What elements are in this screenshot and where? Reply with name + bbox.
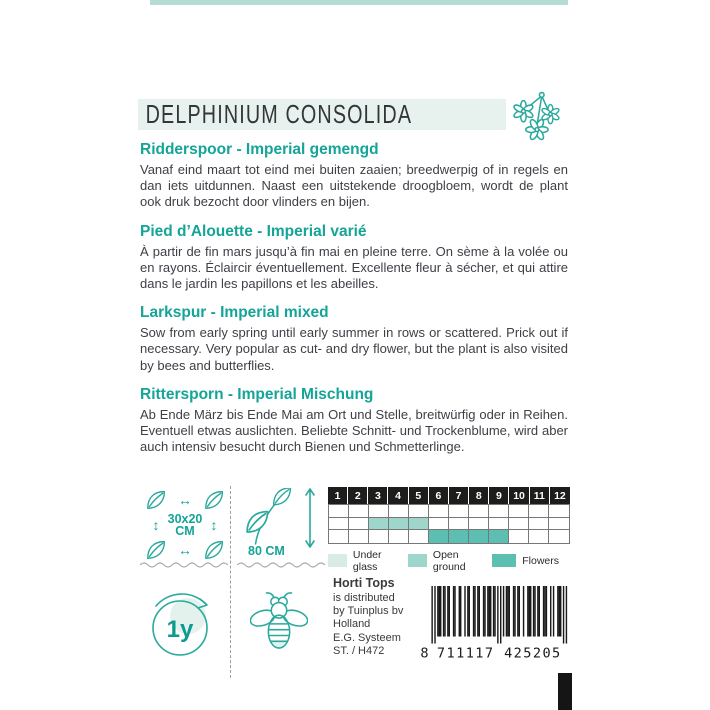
section-body-dutch: Vanaf eind maart tot eind mei buiten zaaien; breedwerpig of in regels en dan iets uitdunnen. Naast een uitstekende droogbloem, wordt de plant ook druk bezocht door vlinders en bijen. bbox=[140, 162, 568, 210]
calendar-cell bbox=[449, 505, 469, 518]
leaf-icon bbox=[204, 489, 225, 510]
calendar-month-cell: 2 bbox=[348, 487, 368, 504]
calendar-month-cell: 6 bbox=[429, 487, 449, 504]
calendar-cell bbox=[409, 530, 429, 543]
distributor-line: by Tuinplus bv bbox=[333, 605, 404, 618]
section-french bbox=[140, 222, 568, 293]
calendar-month-cell: 8 bbox=[469, 487, 489, 504]
calendar-cell bbox=[529, 518, 549, 531]
calendar-cell bbox=[509, 530, 529, 543]
legend-swatch bbox=[408, 554, 427, 567]
horizontal-arrow-icon: ↔ bbox=[178, 541, 192, 558]
calendar-legend bbox=[328, 549, 570, 573]
plant-spacing-pictogram bbox=[142, 487, 230, 563]
calendar-cell bbox=[509, 518, 529, 531]
calendar-month-cell: 9 bbox=[489, 487, 509, 504]
legend-label: Under glass bbox=[352, 548, 382, 573]
calendar-cell bbox=[429, 518, 449, 531]
species-title-band bbox=[138, 99, 506, 130]
section-dutch bbox=[140, 140, 568, 211]
section-heading-english: Larkspur - Imperial mixed bbox=[140, 304, 329, 322]
calendar-cell bbox=[389, 505, 409, 518]
distributor-line: E.G. Systeem bbox=[333, 631, 401, 644]
wavy-divider bbox=[237, 561, 326, 569]
barcode bbox=[420, 586, 570, 671]
section-english bbox=[140, 303, 568, 374]
barcode-digits-left: 711117 bbox=[436, 646, 495, 662]
pictogram-divider bbox=[230, 486, 231, 678]
lifecycle-label: 1y bbox=[166, 616, 194, 643]
calendar-cell bbox=[469, 505, 489, 518]
calendar-cell bbox=[529, 505, 549, 518]
calendar-month-cell: 3 bbox=[368, 487, 388, 504]
legend-label: Flowers bbox=[522, 554, 559, 567]
calendar-cell bbox=[449, 530, 469, 543]
calendar-month-cell: 10 bbox=[509, 487, 529, 504]
calendar-month-cell: 1 bbox=[328, 487, 348, 504]
calendar-cell bbox=[349, 530, 369, 543]
legend-swatch bbox=[492, 554, 516, 567]
calendar-cell bbox=[329, 530, 349, 543]
description-sections bbox=[140, 140, 568, 466]
section-heading-dutch: Ridderspoor - Imperial gemengd bbox=[140, 141, 379, 158]
calendar-cell bbox=[369, 518, 389, 531]
distributor-line: ST. / H472 bbox=[333, 644, 385, 657]
vertical-arrow-icon: ↕ bbox=[210, 516, 218, 533]
plant-height-pictogram bbox=[240, 486, 326, 566]
plant-icon bbox=[244, 488, 294, 546]
calendar-cell bbox=[409, 505, 429, 518]
section-body-french: À partir de fin mars jusqu’à fin mai en pleine terre. On sème à la volée ou en rayons. Éclaircir éventuellement. Excellente fleur à sécher, et qui attire dans le jardin les papillons et les abeilles. bbox=[140, 243, 568, 292]
calendar-month-cell: 7 bbox=[449, 487, 469, 504]
distributor-info bbox=[333, 576, 403, 658]
legend-item bbox=[408, 549, 481, 573]
calendar-cell bbox=[549, 530, 569, 543]
height-arrow-icon bbox=[304, 486, 316, 550]
larkspur-flower-icon bbox=[503, 91, 567, 145]
calendar-cell bbox=[349, 505, 369, 518]
calendar-cell bbox=[369, 505, 389, 518]
legend-swatch bbox=[328, 554, 347, 567]
top-edge-strip bbox=[150, 0, 568, 5]
calendar-cell bbox=[389, 530, 409, 543]
calendar-month-cell: 4 bbox=[388, 487, 408, 504]
calendar-cell bbox=[509, 505, 529, 518]
calendar-cell bbox=[469, 518, 489, 531]
calendar-cell bbox=[549, 518, 569, 531]
calendar-cell bbox=[549, 505, 569, 518]
calendar-cell bbox=[489, 518, 509, 531]
calendar-month-cell: 5 bbox=[409, 487, 429, 504]
section-body-english: Sow from early spring until early summer in rows or scattered. Prick out if necessary. Very popular as cut- and dry flower, but the plant is also visited by bees and butterflies. bbox=[140, 325, 568, 373]
sowing-calendar bbox=[328, 487, 570, 573]
calendar-cell bbox=[389, 518, 409, 531]
calendar-cell bbox=[429, 530, 449, 543]
distributor-line: is distributed bbox=[333, 592, 395, 604]
calendar-row-flowers bbox=[329, 530, 569, 543]
leaf-icon bbox=[204, 539, 225, 560]
calendar-row-open-ground bbox=[329, 518, 569, 531]
calendar-cell bbox=[349, 518, 369, 531]
spacing-label: 30x20 CM bbox=[167, 511, 203, 538]
calendar-row-under-glass bbox=[329, 505, 569, 518]
barcode-digit-lead: 8 bbox=[420, 646, 430, 662]
barcode-digits-right: 425205 bbox=[504, 646, 562, 662]
leaf-icon bbox=[146, 539, 167, 560]
distributor-name: Horti Tops bbox=[333, 576, 395, 590]
legend-label: Open ground bbox=[432, 548, 466, 573]
calendar-cell bbox=[429, 505, 449, 518]
section-body-german: Ab Ende März bis Ende Mai am Ort und Stelle, breitwürfig oder in Reihen. Eventuell etwas auslichten. Beliebte Schnitt- und Trockenblume, wird aber auch intensiv besucht durch Bienen und Schmetterlinge. bbox=[140, 406, 568, 455]
calendar-cell bbox=[329, 505, 349, 518]
horizontal-arrow-icon: ↔ bbox=[178, 491, 192, 508]
calendar-cell bbox=[469, 530, 489, 543]
section-heading-german: Rittersporn - Imperial Mischung bbox=[140, 385, 374, 403]
section-german bbox=[140, 385, 568, 456]
wavy-divider bbox=[140, 561, 228, 569]
height-label: 80 CM bbox=[248, 544, 285, 558]
print-registration-mark bbox=[558, 673, 572, 710]
legend-item bbox=[492, 554, 559, 567]
vertical-arrow-icon: ↕ bbox=[152, 516, 160, 533]
calendar-grid bbox=[328, 504, 570, 544]
calendar-cell bbox=[489, 505, 509, 518]
ean13-barcode bbox=[420, 586, 570, 666]
bee-icon bbox=[250, 589, 308, 653]
calendar-cell bbox=[529, 530, 549, 543]
legend-item bbox=[328, 549, 397, 573]
calendar-cell bbox=[329, 518, 349, 531]
species-title: DELPHINIUM CONSOLIDA bbox=[145, 99, 413, 129]
calendar-month-cell: 11 bbox=[530, 487, 550, 504]
calendar-cell bbox=[449, 518, 469, 531]
calendar-month-header bbox=[328, 487, 570, 504]
distributor-line: Holland bbox=[333, 618, 371, 631]
section-heading-french: Pied d’Alouette - Imperial varié bbox=[140, 222, 367, 240]
calendar-month-cell: 12 bbox=[550, 487, 570, 504]
leaf-icon bbox=[146, 489, 167, 510]
calendar-cell bbox=[409, 518, 429, 531]
annual-cycle-icon bbox=[146, 588, 218, 660]
calendar-cell bbox=[489, 530, 509, 543]
calendar-cell bbox=[369, 530, 389, 543]
